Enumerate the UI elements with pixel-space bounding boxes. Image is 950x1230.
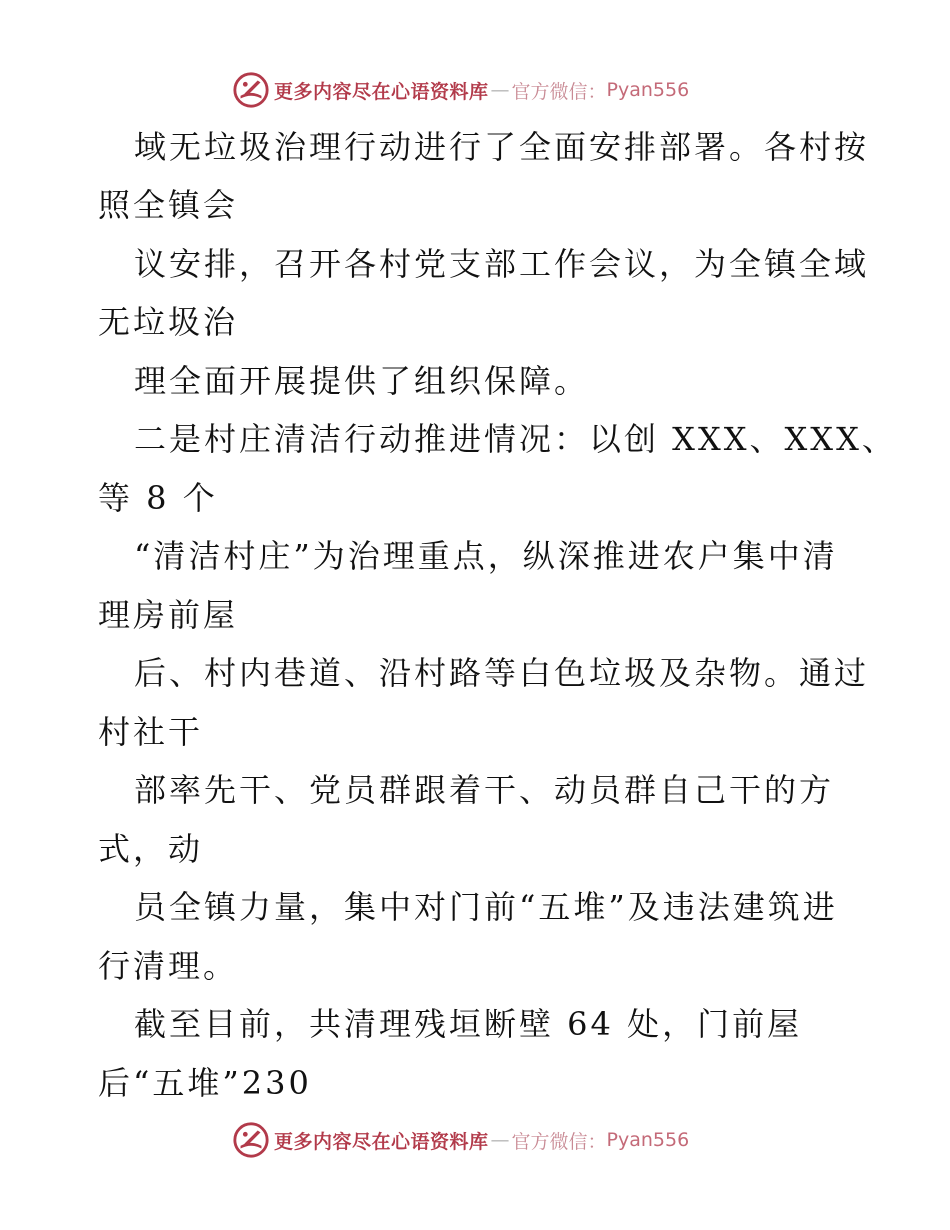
body-line: 截至目前，共清理残垣断壁 64 处，门前屋 xyxy=(134,1005,803,1043)
body-line: 域无垃圾治理行动进行了全面安排部署。各村按 xyxy=(134,128,870,166)
body-line: 员全镇力量，集中对门前“五堆”及违法建筑进 xyxy=(134,888,838,926)
body-line: “清洁村庄”为治理重点，纵深推进农户集中清 xyxy=(134,537,838,575)
watermark-id: Pyan556 xyxy=(606,79,690,101)
book-quill-logo-icon xyxy=(232,1121,270,1159)
watermark-dash: — xyxy=(490,1129,510,1151)
body-line: 理全面开展提供了组织保障。 xyxy=(134,362,590,400)
body-line: 行清理。 xyxy=(98,947,239,985)
body-line: 议安排，召开各村党支部工作会议，为全镇全域 xyxy=(134,245,870,283)
header-watermark xyxy=(232,70,732,110)
body-line: 后、村内巷道、沿村路等白色垃圾及杂物。通过 xyxy=(134,654,870,692)
book-quill-logo-icon xyxy=(232,71,270,109)
body-line: 照全镇会 xyxy=(98,186,239,224)
watermark-title: 更多内容尽在心语资料库 xyxy=(274,80,489,103)
body-line: 式，动 xyxy=(98,830,204,868)
watermark-dash: — xyxy=(490,79,510,101)
body-line: 后“五堆”230 xyxy=(98,1064,312,1102)
body-line: 村社干 xyxy=(98,713,204,751)
body-line: 等 8 个 xyxy=(98,479,218,517)
body-line: 二是村庄清洁行动推进情况：以创 XXX、XXX、 xyxy=(134,420,897,458)
watermark-label: 官方微信： xyxy=(511,80,607,103)
watermark-id: Pyan556 xyxy=(606,1129,690,1151)
body-line: 无垃圾治 xyxy=(98,303,239,341)
body-line: 理房前屋 xyxy=(98,596,239,634)
footer-watermark xyxy=(232,1120,732,1160)
watermark-title: 更多内容尽在心语资料库 xyxy=(274,1130,489,1153)
watermark-label: 官方微信： xyxy=(511,1130,607,1153)
body-line: 部率先干、党员群跟着干、动员群自己干的方 xyxy=(134,771,835,809)
